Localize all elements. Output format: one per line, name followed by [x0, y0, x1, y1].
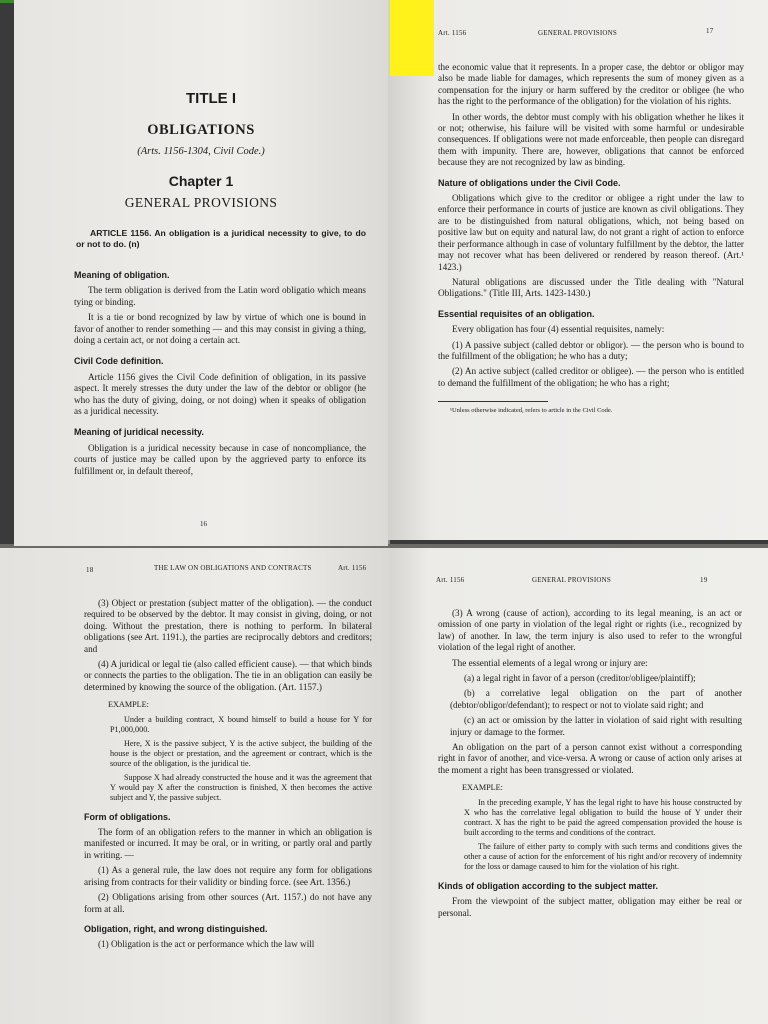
juridical-necessity-heading: Meaning of juridical necessity. — [74, 427, 204, 438]
page-number: 18 — [86, 566, 94, 574]
page-18 — [0, 548, 390, 1024]
paragraph: It is a tie or bond recognized by law by virtue of which one is bound in favor of another to render something — and this may consist in giving a thing, doing a certain act, or not doing a certain act. — [74, 312, 366, 346]
paragraph: (4) A juridical or legal tie (also called efficient cause). — that which binds or connects the parties to the obligation. The tie in an obligation can easily be determined by knowing the source of the obligation. (Art. 1157.) — [84, 659, 372, 692]
paragraph: (3) Object or prestation (subject matter of the obligation). — the conduct required to be observed by the debtor. It may consist in giving, doing, or not doing. Without the prestation, there is nothing to perform. In bilateral obligations (see Art. 1191.), the parties are reciprocally debtors and creditors; and — [84, 598, 372, 654]
example-text: In the preceding example, Y has the legal right to have his house constructed by X who has the correlative legal obligation to build the house of Y under their contract. X has the right to be paid the agreed compensation provided the house is built according to the terms and conditions of the contract. — [464, 797, 742, 837]
example-text: Suppose X had already constructed the house and it was the agreement that Y would pay X after the construction is finished, X then becomes the active subject and Y, the passive subject. — [110, 772, 372, 802]
yellow-sticky-note — [390, 0, 434, 76]
running-header-title: THE LAW ON OBLIGATIONS AND CONTRACTS — [154, 564, 312, 572]
paragraph: In other words, the debtor must comply with his obligation whether he likes it or not; otherwise, his failure will be visited with some harmful or undesirable consequences. If obligations were not made enforceable, then people can disregard them with impunity. There are, however, obligations that cannot be enforced because they are not recognized by law as binding. — [438, 111, 744, 168]
footnote: ¹Unless otherwise indicated, refers to article in the Civil Code. — [450, 407, 613, 415]
paragraph: The form of an obligation refers to the manner in which an obligation is manifested or incurred. It may be oral, or in writing, or partly oral and partly in writing. — — [84, 827, 372, 860]
element-c: (c) an act or omission by the latter in violation of said right with resulting injury or damage to the former. — [450, 715, 742, 737]
footnote-rule — [438, 401, 548, 402]
civil-code-heading: Civil Code definition. — [74, 356, 164, 367]
title-heading: TITLE I — [186, 90, 236, 107]
paragraph: The essential elements of a legal wrong or injury are: — [452, 657, 648, 668]
paragraph: (1) As a general rule, the law does not require any form for obligations arising from contracts for their validity or binding force. (see Art. 1356.) — [84, 865, 372, 887]
example-text: Here, X is the passive subject, Y is the active subject, the building of the house is the object or prestation, and the agreement or contract, which is the source of the obligation, is the juridical tie. — [110, 738, 372, 768]
obligations-heading: OBLIGATIONS — [147, 122, 255, 138]
paragraph: Natural obligations are discussed under the Title dealing with "Natural Obligations." (Title III, Arts. 1423-1430.) — [438, 276, 744, 299]
paragraph: (2) Obligations arising from other sources (Art. 1157.) do not have any form at all. — [84, 892, 372, 914]
paragraph: Article 1156 gives the Civil Code definition of obligation, in its passive aspect. It merely stresses the duty under the law of the debtor or obligor (he who has the duty of giving, doing, or not doing) when it speaks of obligation as a juridical necessity. — [74, 371, 366, 417]
paragraph: Obligation is a juridical necessity because in case of noncompliance, the courts of justice may be called upon by the aggrieved party to enforce its fulfillment or, in default thereof, — [74, 442, 366, 476]
page-19 — [390, 548, 768, 1024]
paragraph: Every obligation has four (4) essential requisites, namely: — [452, 324, 665, 335]
nature-heading: Nature of obligations under the Civil Code. — [438, 177, 621, 188]
element-a: (a) a legal right in favor of a person (creditor/obligee/plaintiff); — [464, 673, 696, 684]
kinds-heading: Kinds of obligation according to the subject matter. — [438, 880, 659, 891]
paragraph: An obligation on the part of a person cannot exist without a corresponding right in favor of another, and vice-versa. A wrong or cause of action only arises at the moment a right has been transgressed or violated. — [438, 742, 742, 775]
running-header-article: Art. 1156 — [438, 29, 467, 37]
example-block — [110, 715, 372, 803]
page-17 — [388, 0, 768, 540]
running-header-title: GENERAL PROVISIONS — [538, 29, 617, 37]
page-number: 19 — [700, 576, 708, 584]
form-heading: Form of obligations. — [84, 811, 171, 822]
chapter-heading: Chapter 1 — [168, 173, 234, 189]
article-1156: ARTICLE 1156. An obligation is a juridical necessity to give, to do or not to do. (n) — [76, 228, 366, 249]
example-label: EXAMPLE: — [108, 700, 149, 710]
running-header-article: Art. 1156 — [338, 564, 367, 572]
paragraph: (2) An active subject (called creditor or obligee). — the person who is entitled to demand the fulfillment of the obligation; he who has a right; — [438, 366, 744, 388]
example-text: The failure of either party to comply with such terms and conditions gives the other a cause of action for the enforcement of his right and/or recovery of indemnity for the loss or damage caused to him for the violation of his right. — [464, 841, 742, 871]
paragraph: the economic value that it represents. In a proper case, the debtor or obligor may also be made liable for damages, which represents the sum of money given as a compensation for the injury or harm suffered by the creditor or obligee (he who has the right to the performance of the obligation) for the violation of his rights. — [438, 62, 744, 107]
page-number: 17 — [706, 27, 714, 35]
example-block — [464, 798, 742, 872]
paragraph: The term obligation is derived from the Latin word obligatio which means tying or binding. — [74, 285, 366, 307]
example-label: EXAMPLE: — [462, 783, 503, 793]
paragraph: (3) A wrong (cause of action), according to its legal meaning, is an act or omission of one party in violation of the legal right or rights (i.e., recognized by law) of another. In law, the term injury is also used to refer to the wrongful violation of the legal right of another. — [438, 608, 742, 653]
page-16 — [14, 0, 388, 546]
paragraph: Obligations which give to the creditor or obligee a right under the law to enforce their performance in courts of justice are known as civil obligations. They are to be distinguished from natural obligations, which, not being based on positive law but on equity and natural law, do not grant a right of action to enforce their performance although in case of voluntary fulfillment by the debtor, the latter may not recover what has been delivered or rendered by reason thereof. (Art.¹ 1423.) — [438, 193, 744, 272]
chapter-title: GENERAL PROVISIONS — [124, 195, 278, 210]
running-header-title: GENERAL PROVISIONS — [532, 576, 611, 584]
paragraph: From the viewpoint of the subject matter, obligation may either be real or personal. — [438, 896, 742, 918]
meaning-heading: Meaning of obligation. — [74, 270, 170, 280]
page-number: 16 — [200, 520, 207, 528]
paragraph: (1) A passive subject (called debtor or obligor). — the person who is bound to the fulfillment of the obligation; he who has a duty; — [438, 339, 744, 361]
essential-requisites-heading: Essential requisites of an obligation. — [438, 308, 595, 319]
paragraph: (1) Obligation is the act or performance which the law will — [98, 939, 315, 950]
running-header-article: Art. 1156 — [436, 576, 465, 584]
arts-range: (Arts. 1156-1304, Civil Code.) — [137, 146, 265, 157]
element-b: (b) a correlative legal obligation on the part of another (debtor/obligor/defendant); to respect or not to violate said right; and — [450, 688, 742, 710]
example-text: Under a building contract, X bound himself to build a house for Y for P1,000,000. — [110, 714, 372, 734]
distinguished-heading: Obligation, right, and wrong distinguished. — [84, 923, 268, 934]
